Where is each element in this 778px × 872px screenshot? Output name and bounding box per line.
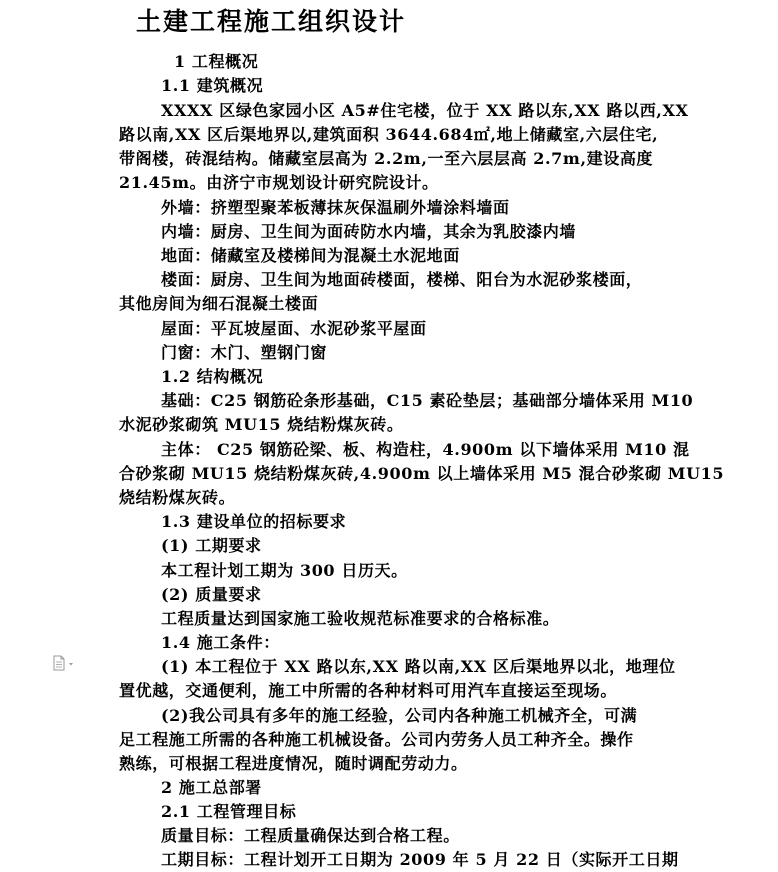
text-line: 熟练，可根据工程进度情况，随时调配劳动力。	[119, 754, 468, 773]
document-title: 土建工程施工组织设计	[136, 7, 407, 36]
text-line: 基础：C25 钢筋砼条形基础，C15 素砼垫层；基础部分墙体采用 M10	[161, 391, 694, 410]
text-line: 外墙：挤塑型聚苯板薄抹灰保温刷外墙涂料墙面	[161, 198, 510, 217]
text-line: 主体： C25 钢筋砼梁、板、构造柱，4.900m 以下墙体采用 M10 混	[161, 440, 690, 459]
text-line: 足工程施工所需的各种施工机械设备。公司内劳务人员工种齐全。操作	[119, 730, 634, 749]
text-line: (1) 工期要求	[161, 536, 262, 555]
text-line: 1.3 建设单位的招标要求	[161, 512, 347, 531]
text-line: 1.2 结构概况	[161, 367, 264, 386]
text-line: 2 施工总部署	[161, 778, 262, 797]
text-line: (2)我公司具有多年的施工经验，公司内各种施工机械齐全，可满	[161, 706, 638, 725]
text-line: 内墙：厨房、卫生间为面砖防水内墙，其余为乳胶漆内墙	[161, 222, 577, 241]
text-line: 工期目标：工程计划开工日期为 2009 年 5 月 22 日（实际开工日期	[161, 850, 679, 869]
text-line: 1.1 建筑概况	[161, 76, 264, 95]
text-line: XXXX 区绿色家园小区 A5#住宅楼，位于 XX 路以东,XX 路以西,XX	[161, 101, 689, 120]
document-icon[interactable]	[52, 655, 78, 671]
text-line: 带阁楼，砖混结构。储藏室层高为 2.2m,一至六层层高 2.7m,建设高度	[119, 149, 654, 168]
text-line: 2.1 工程管理目标	[161, 802, 297, 821]
text-line: 烧结粉煤灰砖。	[119, 488, 236, 507]
text-line: 地面：储藏室及楼梯间为混凝土水泥地面	[161, 246, 460, 265]
text-line: 1 工程概况	[174, 52, 259, 71]
text-line: 水泥砂浆砌筑 MU15 烧结粉煤灰砖。	[119, 415, 404, 434]
text-line: 其他房间为细石混凝土楼面	[119, 294, 319, 313]
text-line: 1.4 施工条件：	[161, 633, 280, 652]
text-line: 21.45m。由济宁市规划设计研究院设计。	[119, 173, 439, 192]
text-line: (2) 质量要求	[161, 585, 262, 604]
text-line: 质量目标：工程质量确保达到合格工程。	[161, 826, 460, 845]
text-line: 工程质量达到国家施工验收规范标准要求的合格标准。	[161, 609, 560, 628]
text-line: 屋面：平瓦坡屋面、水泥砂浆平屋面	[161, 319, 427, 338]
text-line: 门窗：木门、塑钢门窗	[161, 343, 328, 362]
text-line: (1) 本工程位于 XX 路以东,XX 路以南,XX 区后渠地界以北，地理位	[161, 657, 676, 676]
text-line: 置优越，交通便利，施工中所需的各种材料可用汽车直接运至现场。	[119, 681, 618, 700]
text-line: 楼面：厨房、卫生间为地面砖楼面，楼梯、阳台为水泥砂浆楼面，	[161, 270, 643, 289]
text-line: 路以南,XX 区后渠地界以,建筑面积 3644.684㎡,地上储藏室,六层住宅,	[119, 125, 659, 144]
text-line: 本工程计划工期为 300 日历天。	[161, 561, 408, 580]
text-line: 合砂浆砌 MU15 烧结粉煤灰砖,4.900m 以上墙体采用 M5 混合砂浆砌 MU15	[119, 464, 725, 483]
